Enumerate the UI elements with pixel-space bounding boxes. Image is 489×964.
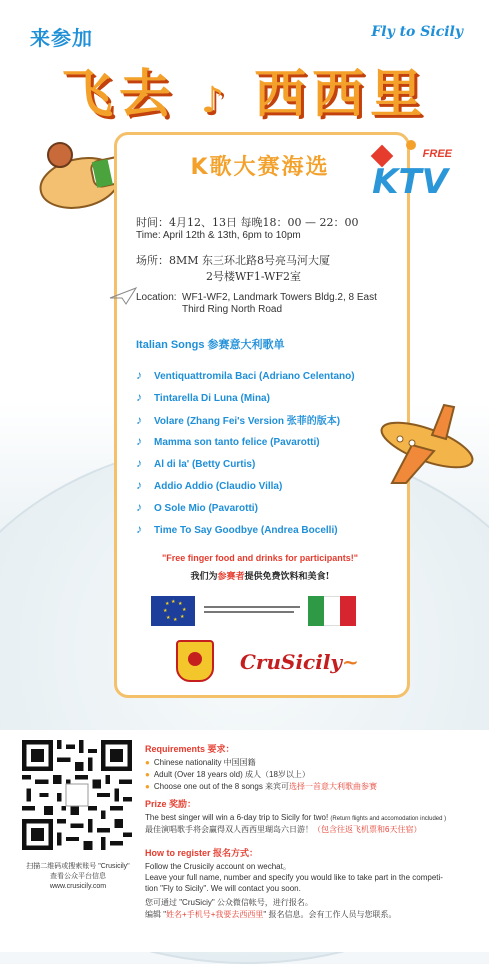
main-title: [0, 52, 489, 127]
airplane-illustration: [372, 395, 482, 495]
song-item: ♪ Volare (Zhang Fei's Version 张菲的版本): [136, 413, 341, 427]
requirements-heading: Requirements 要求：: [145, 744, 235, 754]
bullet-icon: ●: [145, 770, 150, 779]
place-cn-line-2: 2号楼WF1-WF2室: [206, 270, 301, 283]
register-line-4: 您可通过 "CruSiciy" 公众微信帐号，进行报名。: [145, 898, 313, 907]
main-title-right: 西西里: [254, 65, 429, 125]
sicily-emblem-logo: [176, 640, 214, 682]
italy-flag-logo: [308, 596, 356, 626]
ktv-free-label: FREE: [422, 148, 452, 160]
register-heading: How to register 报名方式：: [145, 848, 259, 858]
free-ktv-logo: [372, 140, 452, 210]
song-item: ♪ O Sole Mio (Pavarotti): [136, 500, 258, 514]
bullet-icon: ●: [145, 758, 150, 767]
music-note-icon: ♪: [136, 413, 142, 427]
location-line-1: WF1-WF2, Landmark Towers Bldg.2, 8 East: [182, 292, 377, 303]
song-item: ♪ Al di la' (Betty Curtis): [136, 456, 256, 470]
website-link[interactable]: www.crusicily.com: [49, 883, 107, 890]
top-right-caption: Fly to Sicily: [371, 24, 463, 40]
dot-icon: [406, 140, 416, 150]
place-cn-line-1: 场所：8MM 东三环北路8号亮马河大厦: [136, 254, 331, 267]
song-item: ♪ Tintarella Di Luna (Mina): [136, 390, 270, 404]
register-line-2: Leave your full name, number and specify you would like to take part in the competi-: [145, 873, 443, 882]
music-note-icon: ♪: [136, 434, 142, 448]
music-note-icon: ♪: [136, 522, 142, 536]
crusicily-logo: CruSicily~: [240, 650, 359, 674]
prize-text-en: The best singer will win a 6-day trip to Sicily for two! (Return flights and accomodation included ): [145, 813, 447, 822]
paper-plane-icon: [108, 286, 138, 306]
top-left-caption: 来参加: [30, 26, 93, 50]
prize-heading: Prize 奖励：: [145, 799, 197, 809]
prize-text-cn: 最佳演唱歌手将会赢得双人西西里瑚岛六日游！（包含往返飞机票和6天住宿）: [145, 825, 422, 834]
eu-flag-logo: ★ ★ ★ ★ ★ ★ ★ ★: [151, 596, 195, 626]
time-cn: 时间：4月12、13日 每晚18：00 — 22：00: [136, 216, 359, 229]
event-subtitle: K歌大赛海选: [190, 155, 330, 180]
music-note-icon: ♪: [136, 390, 142, 404]
music-note-icon: ♪: [136, 478, 142, 492]
free-food-cn: 我们为参赛者提供免费饮料和美食!: [190, 572, 330, 582]
music-note-icon: ♪: [136, 456, 142, 470]
bullet-icon: ●: [145, 782, 150, 791]
requirement-item: ● Choose one out of the 8 songs 来宾可选择一首意大利歌曲参赛: [145, 782, 378, 791]
music-note-icon: ♪: [136, 500, 142, 514]
song-item: ♪ Addio Addio (Claudio Villa): [136, 478, 283, 492]
qr-code-icon[interactable]: [22, 740, 132, 850]
qr-caption: 扫描二维码或搜索账号 "Crusicily" 查看公众平台信息 www.crusicily.com: [8, 862, 148, 892]
song-item: ♪ Time To Say Goodbye (Andrea Bocelli): [136, 522, 338, 536]
music-note-icon: ♪: [136, 368, 142, 382]
register-line-5: 编辑 "姓名+手机号+我要去西西里" 报名信息。会有工作人员与您联系。: [145, 910, 397, 919]
music-note-icon: ♪: [201, 80, 230, 121]
swirl-icon: ~: [342, 650, 359, 674]
location-line-2: Third Ring North Road: [182, 304, 283, 315]
song-item: ♪ Ventiquattromila Baci (Adriano Celentano): [136, 368, 355, 382]
main-title-left: 飞去: [60, 65, 177, 125]
songs-heading: Italian Songs 参赛意大利歌单: [136, 339, 285, 351]
time-en: Time: April 12th & 13th, 6pm to 10pm: [136, 230, 301, 241]
requirement-item: ● Chinese nationality 中国国籍: [145, 758, 256, 767]
requirement-item: ● Adult (Over 18 years old) 成人（18岁以上）: [145, 770, 310, 779]
location-label: Location:: [136, 292, 177, 303]
song-item: ♪ Mamma son tanto felice (Pavarotti): [136, 434, 320, 448]
register-line-3: tion "Fly to Sicily". We will contact you soon.: [145, 884, 301, 893]
register-line-1: Follow the Crusicily account on wechat。: [145, 862, 291, 871]
ktv-label: KTV: [372, 162, 448, 202]
free-food-en: "Free finger food and drinks for participants!": [161, 553, 359, 563]
eu-funding-text-placeholder: [204, 604, 304, 616]
